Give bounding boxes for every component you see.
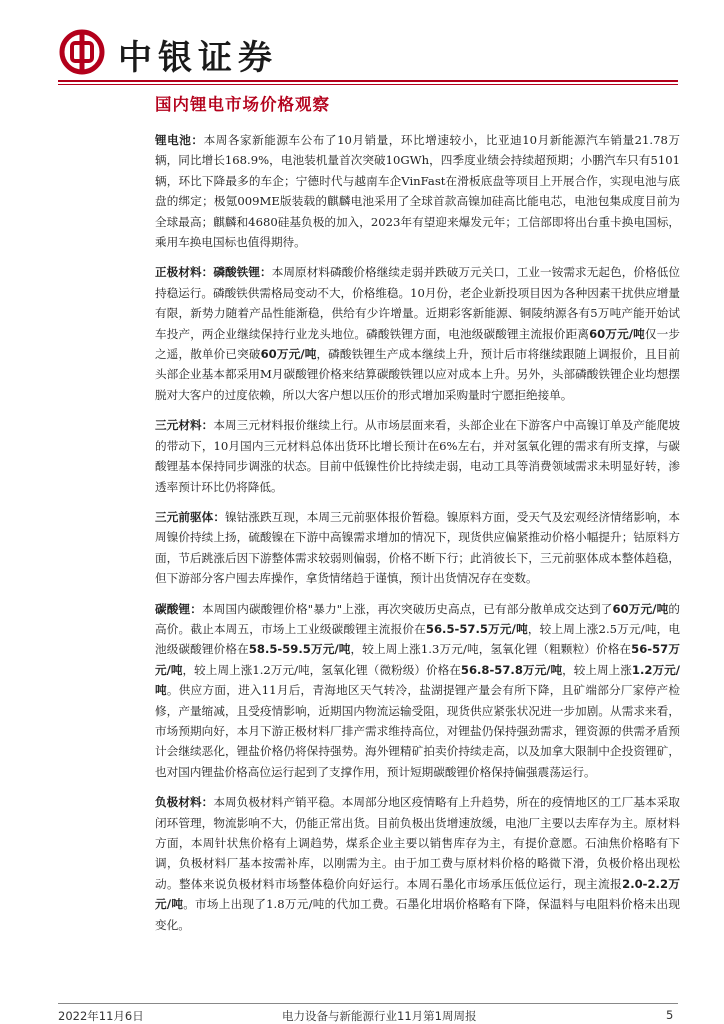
price-highlight: 60万元/吨 <box>589 326 645 341</box>
price-highlight: 1.2万元/吨 <box>155 662 680 698</box>
paragraph-heading: 碳酸锂： <box>155 601 202 616</box>
paragraph-text: 本周原材料磷酸价格继续走弱并跌破万元关口，工业一铵需求无起色，价格低位持稳运行。磷酸铁供需格局变动不大，价格维稳。10月份，老企业新投项目因为各种因素干扰供应增量有限，新势力随着产品性能渐稳，供给有少许增量。近期彩客新能源、铜陵纳源各有5万吨产能开始试车投产，两企业继续保持行业龙头地位。磷酸铁锂方面，电池级碳酸锂主流报价距离 <box>155 265 680 341</box>
paragraph-heading: 负极材料： <box>155 795 214 810</box>
footer-date: 2022年11月6日 <box>58 1009 144 1023</box>
page-number: 5 <box>666 1008 674 1022</box>
paragraph <box>155 262 680 405</box>
paragraph-text: 本周负极材料产销平稳。本周部分地区疫情略有上升趋势，所在的疫情地区的工厂基本采取闭环管理，物流影响不大，仍能正常出货。目前负极出货增速放缓，电池厂主要以去库存为主。原材料方面，本周针状焦价格有上调趋势，煤系企业主要以销售库存为主，有提价意愿。石油焦价格略有下调，负极材料厂基本按需补库，以刚需为主。由于加工费与原材料价格的略微下滑，负极价格出现松动。整体来说负极材料市场整体稳价向好运行。本周石墨化市场承压低位运行，现主流报 <box>155 795 680 891</box>
price-highlight: 2.0-2.2万元/吨 <box>155 876 680 912</box>
report-body <box>155 130 680 945</box>
paragraph <box>155 599 680 783</box>
paragraph <box>155 415 680 497</box>
paragraph-heading: 三元材料： <box>155 418 214 433</box>
paragraph-text: ，较上周上涨1.2万元/吨，氢氧化锂（微粉级）价格在 <box>182 662 461 677</box>
paragraph-heading: 锂电池： <box>155 133 204 147</box>
paragraph-text: 。供应方面，进入11月后，青海地区天气转冷，盐湖提锂产量会有所下降，且矿端部分厂家停产检修，产量缩减，且受疫情影响，近期国内物流运输受阻，现货供应紧张状况进一步加剧。从需求来看，市场预期向好，本月下游正极材料厂排产需求维持高位，对锂盐仍保持强劲需求，锂资源的供需矛盾预计会继续恶化，锂盐价格仍将保持强势。海外锂精矿拍卖价持续走高，以及加拿大限制中企投资锂矿，也对国内锂盐价格高位运行起到了支撑作用，预计短期碳酸锂价格保持偏强震荡运行。 <box>155 683 680 779</box>
paragraph-text: ，较上周上涨 <box>562 662 632 677</box>
paragraph-text: 本周国内碳酸锂价格"暴力"上涨，再次突破历史高点，已有部分散单成交达到了 <box>202 601 613 616</box>
price-highlight: 56.8-57.8万元/吨 <box>460 662 563 677</box>
paragraph-text: 本周各家新能源车公布了10月销量，环比增速较小，比亚迪10月新能源汽车销量21.78万辆，同比增长168.9%，电池装机量首次突破10GWh，四季度业绩会持续超预期；小鹏汽车只有5101辆，环比下降最多的车企；宁德时代与越南车企VinFast在滑板底盘等项目上开展合作，实现电池与底盘的绑定；极氪009ME版装载的麒麟电池采用了全球首款高镍加硅高比能电芯，电池包集成度目前为全球最高；麒麟和4680硅基负极的加入，2023年有望迎来爆发元年；工信部即将出台重卡换电国标，乘用车换电国标也值得期待。 <box>155 133 680 250</box>
paragraph-text: ，磷酸铁锂生产成本继续上升，预计后市将继续跟随上调报价，且目前头部企业基本都采用M月碳酸锂价格来结算碳酸铁锂以应对成本上升。另外，头部磷酸铁锂企业均想摆脱对大客户的过度依赖，所以大客户想以压价的形式增加采购量时宁愿拒绝接单。 <box>155 347 680 402</box>
paragraph-text: 仅一步之遥，散单价已突破 <box>155 326 680 362</box>
paragraph <box>155 792 680 935</box>
header-divider <box>58 80 678 82</box>
brand-name: 中银证券 <box>118 38 278 78</box>
paragraph <box>155 130 680 252</box>
footer-divider <box>58 1003 678 1004</box>
paragraph-heading: 三元前驱体： <box>155 509 226 524</box>
paragraph-text: 。市场上出现了1.8万元/吨的代加工费。石墨化坩埚价格略有下降，保温料与电阻料价格未出现变化。 <box>155 897 680 932</box>
footer-report-title: 电力设备与新能源行业11月第1周周报 <box>282 1009 477 1023</box>
paragraph-heading: 正极材料：磷酸铁锂： <box>155 265 272 280</box>
paragraph-text: ，较上周上涨1.3万元/吨，氢氧化锂（粗颗粒）价格在 <box>350 642 632 657</box>
price-highlight: 56.5-57.5万元/吨 <box>425 621 528 636</box>
paragraph-text: 的高价。截止本周五，市场上工业级碳酸锂主流报价在 <box>155 601 680 636</box>
paragraph-text: 本周三元材料报价继续上行。从市场层面来看，头部企业在下游客户中高镍订单及产能爬坡的带动下，10月国内三元材料总体出货环比增长预计在6%左右，并对氢氧化锂的需求有所支撑，与碳酸锂基本保持同步调涨的状态。目前中低镍性价比持续走弱，电动工具等消费领域需求未明显好转，渗透率预计环比仍将降低。 <box>155 418 680 494</box>
price-highlight: 60万元/吨 <box>260 347 317 362</box>
header-divider-thin <box>58 84 678 85</box>
page-header <box>58 22 678 82</box>
bank-of-china-logo-icon <box>58 28 106 76</box>
paragraph-text: ，较上周上涨2.5万元/吨，电池级碳酸锂价格在 <box>155 621 680 657</box>
section-title: 国内锂电市场价格观察 <box>155 95 330 114</box>
price-highlight: 58.5-59.5万元/吨 <box>248 642 351 657</box>
price-highlight: 56-57万元/吨 <box>155 642 680 677</box>
price-highlight: 60万元/吨 <box>612 601 669 616</box>
paragraph <box>155 507 680 589</box>
paragraph-text: 镍钴涨跌互现，本周三元前驱体报价暂稳。镍原料方面，受天气及宏观经济情绪影响，本周镍价持续上扬，硫酸镍在下游中高镍需求增加的情况下，现货供应偏紧推动价格小幅提升；钴原料方面，节后跳涨后因下游整体需求较弱则偏弱，价格不断下行；此消彼长下，三元前驱体成本整体趋稳，但下游部分客户囤去库操作，拿货情绪趋于谨慎，预计出货情况存在变数。 <box>155 509 680 586</box>
